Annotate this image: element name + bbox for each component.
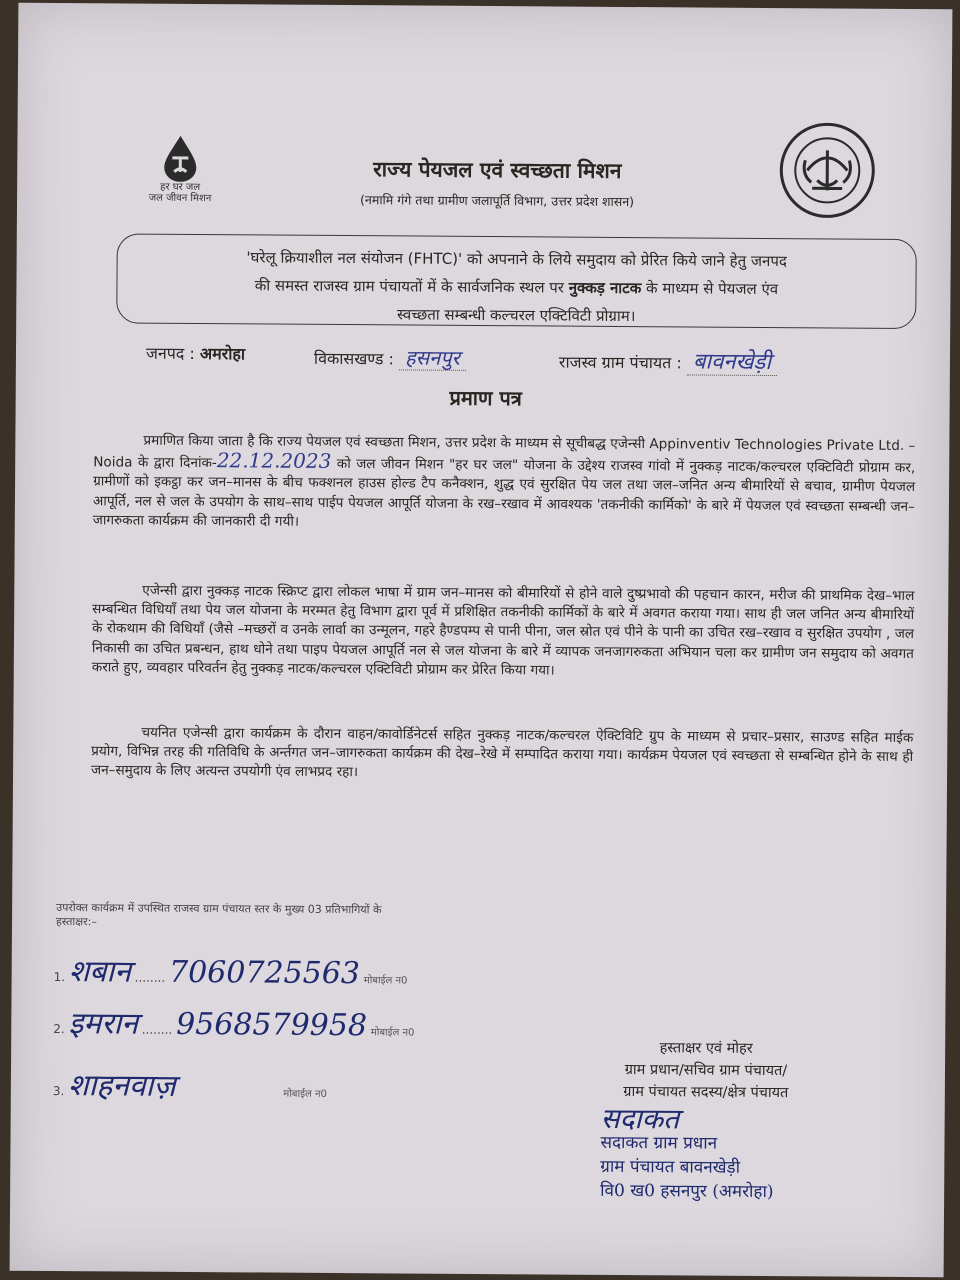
- up-government-emblem: [777, 120, 878, 221]
- district-value: अमरोहा: [199, 344, 246, 364]
- participant-row-1: 1. शबान ........ 7060725563 मोबाईल न0: [53, 954, 408, 992]
- program-banner: [116, 233, 917, 329]
- participants-intro: उपरोक्त कार्यक्रम में उपस्थित राजस्व ग्राम पंचायत स्तर के मुख्य 03 प्रतिभागियों के हस्ताक्षर:–: [55, 901, 382, 929]
- panchayat-label: राजस्व ग्राम पंचायत :: [558, 352, 682, 373]
- banner-highlight: नुक्कड़ नाटक: [568, 278, 642, 298]
- har-ghar-jal-logo: [135, 134, 225, 205]
- participant-2-signature: इमरान: [68, 1006, 139, 1042]
- paragraph-3: चयनित एजेन्सी द्वारा कार्यक्रम के दौरान वाहन/कावोर्डिनेटर्स सहित नुक्कड़ नाटक/कल्चरल ऐक्टिविटि ग्रुप के माध्यम से प्रचार–प्रसार, साउण्ड सहित माईक प्रयोग, विभिन्न तरह की गतिविधि के अर्न्तगत जन–जागरुकता कार्यक्रम की देख–रेखे में सम्पादित कराया गया। कार्यक्रम पेयजल एवं स्वच्छता से सम्बन्धित होने के साथ ही जन–समुदाय के लिए अत्यन्त उपयोगी एंव लाभप्रद रहा।: [91, 724, 914, 781]
- logo-caption-2: जल जीवन मिशन: [148, 192, 212, 205]
- banner-line-1: 'घरेलू क्रियाशील नल संयोजन (FHTC)' को अपनाने के लिये समुदाय को प्रेरित किये जाने हेतु जनपद: [246, 248, 787, 271]
- participant-3-signature: शाहनवाज़: [68, 1068, 176, 1104]
- participant-row-3: 3. शाहनवाज़ मोबाईल न0: [52, 1068, 327, 1104]
- paragraph-2: एजेन्सी द्वारा नुक्कड़ नाटक स्क्रिप्ट द्वारा लोकल भाषा में ग्राम जन–मानस को बीमारियों से होने वाले दुष्प्रभावो की पहचान कारन, मरीज की प्राथमिक देख–भाल सम्बन्धित विधियाँ तथा पेय जल योजना के मरम्मत हेतु विभाग द्वारा पूर्व में प्रशिक्षित तकनीकी कार्मिकों के बारे में अवगत कराया गया। साथ ही जल जनित अन्य बीमारियों के रोकथाम की विधियाँ (जैसे –मच्छरों व उनके लार्वा का उन्मूलन, गहरे हैण्डपम्प से पानी पीना, जल स्रोत एवं पीने के पानी का उचित रख–रखाव व सुरक्षित उपयोग , जल निकासी का उचित प्रबन्धन, हाथ धोने तथा पाइप पेयजल आपूर्ति नल से जल योजना के बारे में व्यापक जनजागरुकता अभियान चला कर ग्रामीण जन समुदाय को अवगत कराते हुए, व्यवहार परिवर्तन हेतु नुक्कड़ नाटक/कल्चरल एक्टिविटी प्रोग्राम कर प्रेरित किया गया।: [91, 582, 915, 679]
- block-label: विकासखण्ड :: [313, 348, 395, 369]
- pradhan-stamp: सदाकत सदाकत ग्राम प्रधान ग्राम पंचायत बावनखेड़ी वि0 ख0 हसनपुर (अमरोहा): [600, 1107, 831, 1205]
- participant-1-mobile: 7060725563: [168, 954, 361, 992]
- signatory-block: हस्ताक्षर एवं मोहर ग्राम प्रधान/सचिव ग्राम पंचायत/ ग्राम पंचायत सदस्य/क्षेत्र पंचायत: [623, 1040, 789, 1102]
- pradhan-signature: सदाकत: [600, 1101, 680, 1136]
- panchayat-value: बावनखेड़ी: [687, 349, 777, 376]
- mission-title: राज्य पेयजल एवं स्वच्छता मिशन: [373, 157, 622, 183]
- block-value: हसनपुर: [399, 345, 466, 370]
- certificate-page: [10, 3, 953, 1277]
- mission-subtitle: (नमामि गंगे तथा ग्रामीण जलापूर्ति विभाग, उत्तर प्रदेश शासन): [360, 192, 635, 210]
- participant-1-signature: शबान: [68, 954, 132, 990]
- panchayat-field: [559, 345, 777, 377]
- participant-2-mobile: 9568579958: [176, 1006, 368, 1044]
- logo-caption-1: हर घर जल: [160, 181, 201, 194]
- district-label: जनपद :: [145, 343, 195, 363]
- certificate-title: प्रमाण पत्र: [449, 385, 522, 411]
- water-drop-icon: [160, 134, 200, 182]
- banner-line-3: स्वच्छता सम्बन्धी कल्चरल एक्टिविटी प्रोग्राम।: [396, 305, 636, 326]
- participant-row-2: 2. इमरान ........ 9568579958 मोबाईल न0: [53, 1006, 415, 1044]
- banner-line-2: की समस्त राजस्व ग्राम पंचायतों में के सार्वजनिक स्थल पर नुक्कड़ नाटक के माध्यम से पेयजल एंव: [254, 276, 779, 299]
- paragraph-1: प्रमाणित किया जाता है कि राज्य पेयजल एवं स्वच्छता मिशन, उत्तर प्रदेश के माध्यम से सूचीबद्ध एजेन्सी Appinventiv Technologies Private Ltd. – Noida के द्वारा दिनांक-22.12.2023 को जल जीवन मिशन "हर घर जल" योजना के उद्देश्य राजस्व गांवो में नुक्कड़ नाटक/कल्चरल एक्टिविटी प्रोग्राम कर, ग्रामीणों को इकट्ठा कर जन–मानस के बीच फक्शनल हाउस होल्ड टैप कनैक्शन, शुद्ध एवं सुरक्षित पेय जल तथा जल–जनित अन्य बीमारियों से बचाव, ग्रामीण पेयजल आपूर्ति, नल से जल के उपयोग के साथ–साथ पाईप पेयजल आपूर्ति योजना के रख–रखाव में आवश्यक 'तकनीकी कार्मिको' के बारे में पेयजल एवं स्वच्छता सम्बन्धी जन–जागरुकता कार्यक्रम की जानकारी दी गयी।: [92, 432, 916, 530]
- program-date: 22.12.2023: [216, 448, 332, 474]
- block-field: [314, 343, 466, 371]
- district-field: [146, 342, 245, 365]
